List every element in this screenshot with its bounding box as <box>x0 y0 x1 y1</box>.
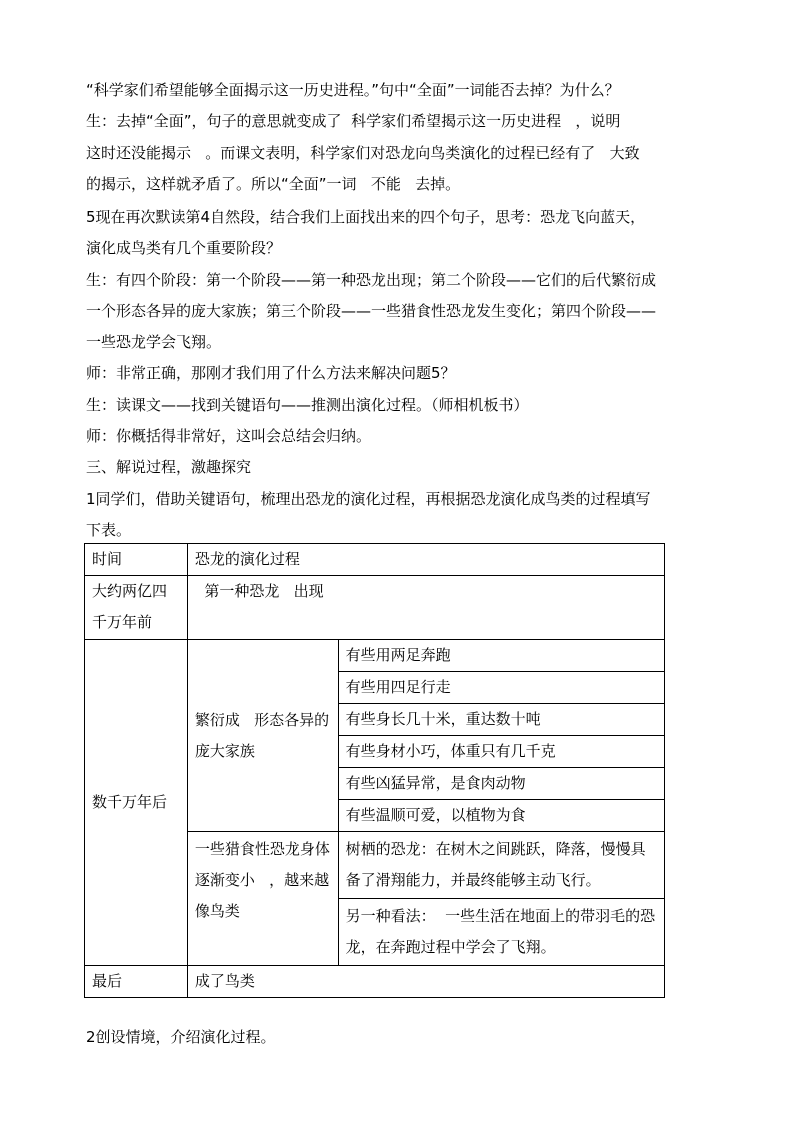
predator-stage: 一些猎食性恐龙身体逐渐变小 ，越来越像鸟类 <box>187 832 338 966</box>
section-heading: 三、解说过程，激趣探究 <box>86 458 252 476</box>
student-answer-line-1: 生：有四个阶段：第一个阶段——第一种恐龙出现；第二个阶段——它们的后代繁衍成 <box>86 271 657 289</box>
answer-line-1: 生：去掉“全面”，句子的意思就变成了 科学家们希望揭示这一历史进程 ，说明 <box>86 112 621 130</box>
last-process: 成了鸟类 <box>187 966 664 998</box>
student-answer-line-3: 一些恐龙学会飞翔。 <box>86 333 222 351</box>
task5-line-2: 演化成鸟类有几个重要阶段？ <box>86 239 282 257</box>
header-process: 恐龙的演化过程 <box>187 544 664 576</box>
family-item: 有些凶猛异常，是食肉动物 <box>338 768 664 800</box>
header-time: 时间 <box>85 544 188 576</box>
predator-item: 树栖的恐龙：在树木之间跳跃，降落，慢慢具备了滑翔能力，并最终能够主动飞行。 <box>338 832 664 899</box>
table-row <box>85 966 665 998</box>
instruction-line-3: 2创设情境，介绍演化过程。 <box>86 1028 276 1046</box>
family-item: 有些用两足奔跑 <box>338 640 664 672</box>
era1-process: 第一种恐龙 出现 <box>187 576 664 640</box>
student-answer-line-2: 一个形态各异的庞大家族；第三个阶段——一些猎食性恐龙发生变化；第四个阶段—— <box>86 302 657 320</box>
era1-time: 大约两亿四千万年前 <box>85 576 188 640</box>
table-row <box>85 640 665 672</box>
family-item: 有些用四足行走 <box>338 672 664 704</box>
family-item: 有些身长几十米，重达数十吨 <box>338 704 664 736</box>
predator-item: 另一种看法： 一些生活在地面上的带羽毛的恐龙，在奔跑过程中学会了飞翔。 <box>338 899 664 966</box>
family-item: 有些身材小巧，体重只有几千克 <box>338 736 664 768</box>
task5-line-1: 5现在再次默读第4自然段，结合我们上面找出来的四个句子，思考：恐龙飞向蓝天， <box>86 208 646 226</box>
student-answer-line-4: 生：读课文——找到关键语句——推测出演化过程。（师相机板书） <box>86 396 529 414</box>
instruction-line-2: 下表。 <box>86 521 132 539</box>
table-header-row <box>85 544 665 576</box>
table-row <box>85 576 665 640</box>
teacher-line-2: 师：你概括得非常好，这叫会总结会归纳。 <box>86 427 372 445</box>
answer-line-2: 这时还没能揭示 。而课文表明，科学家们对恐龙向鸟类演化的过程已经有了 大致 <box>86 144 640 162</box>
teacher-line-1: 师：非常正确，那刚才我们用了什么方法来解决问题5？ <box>86 364 456 382</box>
family-stage: 繁衍成 形态各异的庞大家族 <box>187 640 338 832</box>
answer-line-3: 的揭示，这样就矛盾了。所以“全面”一词 不能 去掉。 <box>86 175 461 193</box>
instruction-line-1: 1同学们，借助关键语句，梳理出恐龙的演化过程，再根据恐龙演化成鸟类的过程填写 <box>86 490 651 508</box>
family-item: 有些温顺可爱，以植物为食 <box>338 800 664 832</box>
evolution-table <box>84 543 665 998</box>
question-line: “科学家们希望能够全面揭示这一历史进程。”句中“全面”一词能否去掉？为什么？ <box>86 81 620 99</box>
era2-time: 数千万年后 <box>85 640 188 966</box>
last-time: 最后 <box>85 966 188 998</box>
